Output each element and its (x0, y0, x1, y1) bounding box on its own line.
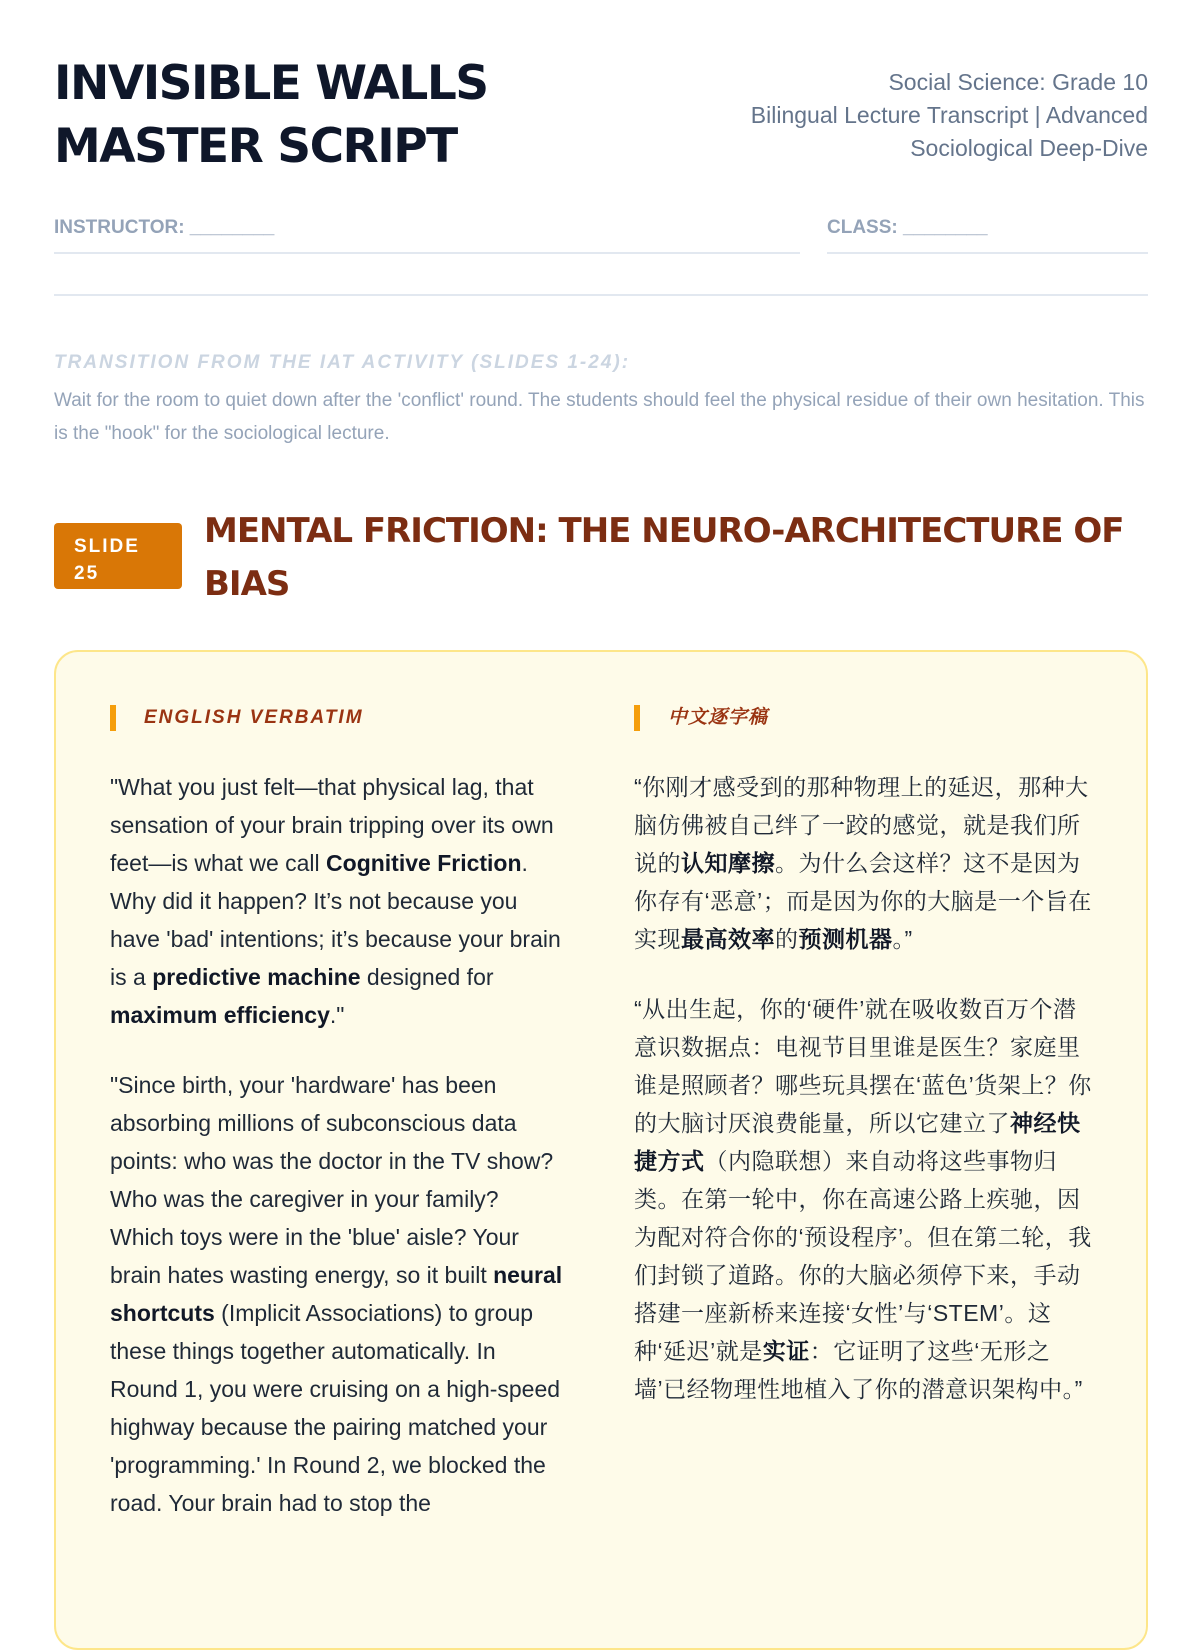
chinese-label: 中文逐字稿 (634, 704, 1094, 732)
header-divider (54, 294, 1148, 296)
instructor-field: INSTRUCTOR: ________ (54, 212, 800, 254)
term-cognitive-friction: Cognitive Friction (326, 850, 522, 876)
slide-badge (54, 523, 182, 589)
course-format: Bilingual Lecture Transcript | Advanced (750, 102, 1148, 128)
term-neural-shortcuts-zh: 神经快捷方式 (634, 1110, 1081, 1174)
term-evidence-zh: 实证 (762, 1338, 810, 1364)
term-maximum-efficiency-zh: 最高效率 (681, 926, 775, 952)
course-meta (668, 66, 1148, 165)
chinese-paragraph-1: “你刚才感受到的那种物理上的延迟，那种大脑仿佛被自己绊了一跤的感觉，就是我们所说的认知摩擦。为什么会这样？这不是因为你存有‘恶意’；而是因为你的大脑是一个旨在实现最高效率的预测机器。” (634, 774, 1092, 952)
course-format-cont: Sociological Deep-Dive (910, 135, 1148, 161)
term-cognitive-friction-zh: 认知摩擦 (681, 850, 775, 876)
document-title: INVISIBLE WALLS MASTER SCRIPT (54, 56, 488, 174)
english-paragraph-1: "What you just felt—that physical lag, that sensation of your brain tripping over its own feet—is what we call Cognitive Friction. Why did it happen? It’s not because you have 'bad' intentions; it’s because your brain is a predictive machine designed for maximum efficiency." (110, 774, 561, 1028)
chinese-paragraph-2: “从出生起，你的‘硬件’就在吸收数百万个潜意识数据点：电视节目里谁是医生？家庭里谁是照顾者？哪些玩具摆在‘蓝色’货架上？你的大脑讨厌浪费能量，所以它建立了神经快捷方式（内隐联想）来自动将这些事物归类。在第一轮中，你在高速公路上疾驰，因为配对符合你的‘预设程序’。但在第二轮，我们封锁了道路。你的大脑必须停下来，手动搭建一座新桥来连接‘女性’与‘STEM’。这种‘延迟’就是实证：它证明了这些‘无形之墙’已经物理性地植入了你的潜意识架构中。” (634, 996, 1092, 1402)
slide-badge-number: 25 (74, 563, 100, 584)
chinese-column (634, 704, 1094, 1408)
transition-label: TRANSITION FROM THE IAT ACTIVITY (SLIDES 1-24): (54, 352, 631, 373)
english-column (110, 704, 566, 1522)
english-label: ENGLISH VERBATIM (110, 704, 566, 732)
slide-badge-word: SLIDE (74, 536, 140, 557)
transition-note (54, 348, 1148, 450)
term-neural-shortcuts: neural shortcuts (110, 1262, 563, 1326)
course-subject: Social Science: Grade 10 (888, 69, 1148, 95)
form-fields (54, 212, 1148, 254)
term-predictive-machine-zh: 预测机器 (798, 926, 893, 952)
english-paragraph-2: "Since birth, your 'hardware' has been absorbing millions of subconscious data points: who was the doctor in the TV show? Who was the caregiver in your family? Which toys were in the 'blue' aisle? Your brain hates wasting energy, so it built neural shortcuts (Implicit Associations) to group these things together automatically. In Round 1, you were cruising on a high-speed highway because the pairing matched your 'programming.' In Round 2, we blocked the road. Your brain had to stop the (110, 1072, 563, 1516)
transcript-panel (54, 650, 1148, 1650)
document-header (54, 52, 1148, 182)
slide-title: MENTAL FRICTION: THE NEURO-ARCHITECTURE OF BIAS (204, 511, 1124, 604)
class-field: CLASS: ________ (827, 212, 1148, 254)
slide-heading (54, 505, 1148, 605)
term-predictive-machine: predictive machine (152, 964, 361, 990)
term-maximum-efficiency: maximum efficiency (110, 1002, 330, 1028)
transition-body: Wait for the room to quiet down after the 'conflict' round. The students should feel the physical residue of their own hesitation. This is the "hook" for the sociological lecture. (54, 390, 1145, 444)
